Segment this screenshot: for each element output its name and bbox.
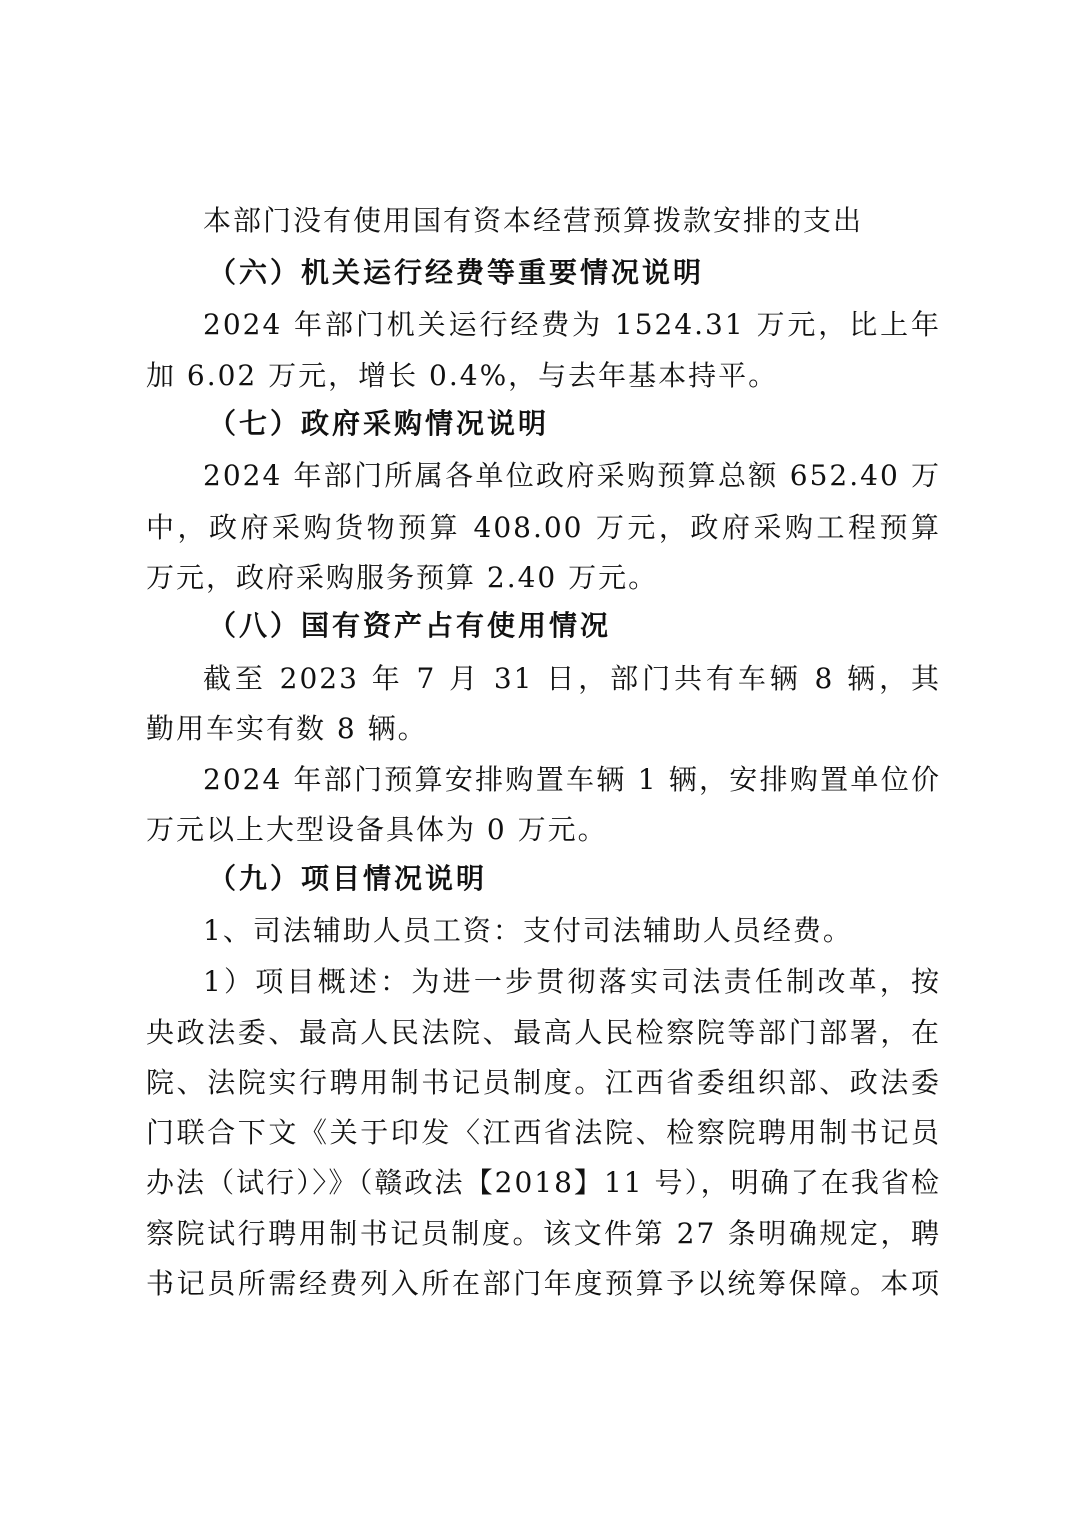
paragraph-line: 察院试行聘用制书记员制度。该文件第 27 条明确规定，聘: [146, 1217, 941, 1250]
paragraph-line: 2024 年部门机关运行经费为 1524.31 万元，比上年: [203, 308, 941, 341]
paragraph-line: 2024 年部门预算安排购置车辆 1 辆，安排购置单位价: [203, 763, 941, 796]
paragraph-line: 加 6.02 万元，增长 0.4%，与去年基本持平。: [146, 359, 779, 392]
paragraph-line: 院、法院实行聘用制书记员制度。江西省委组织部、政法委: [146, 1066, 941, 1099]
paragraph-line: 万元，政府采购服务预算 2.40 万元。: [146, 561, 659, 594]
section-heading-9: （九）项目情况说明: [208, 862, 488, 895]
paragraph-line: 截至 2023 年 7 月 31 日，部门共有车辆 8 辆，其: [203, 662, 941, 695]
paragraph-line: 书记员所需经费列入所在部门年度预算予以统筹保障。本项: [146, 1267, 941, 1300]
paragraph-line: 勤用车实有数 8 辆。: [146, 712, 428, 745]
paragraph-line: 办法（试行）〉》（赣政法【2018】11 号），明确了在我省检: [146, 1166, 941, 1199]
section-heading-8: （八）国有资产占有使用情况: [208, 609, 612, 642]
section-heading-7: （七）政府采购情况说明: [208, 407, 550, 440]
paragraph-line: 本部门没有使用国有资本经营预算拨款安排的支出: [203, 204, 864, 237]
paragraph-line: 中，政府采购货物预算 408.00 万元，政府采购工程预算: [146, 511, 941, 544]
paragraph-line: 1）项目概述：为进一步贯彻落实司法责任制改革，按: [203, 965, 941, 998]
paragraph-line: 央政法委、最高人民法院、最高人民检察院等部门部署，在: [146, 1016, 941, 1049]
section-heading-6: （六）机关运行经费等重要情况说明: [208, 256, 705, 289]
paragraph-line: 2024 年部门所属各单位政府采购预算总额 652.40 万: [203, 459, 941, 492]
paragraph-line: 万元以上大型设备具体为 0 万元。: [146, 813, 608, 846]
paragraph-line: 门联合下文《关于印发〈江西省法院、检察院聘用制书记员: [146, 1116, 941, 1149]
paragraph-line: 1、司法辅助人员工资：支付司法辅助人员经费。: [203, 914, 853, 947]
